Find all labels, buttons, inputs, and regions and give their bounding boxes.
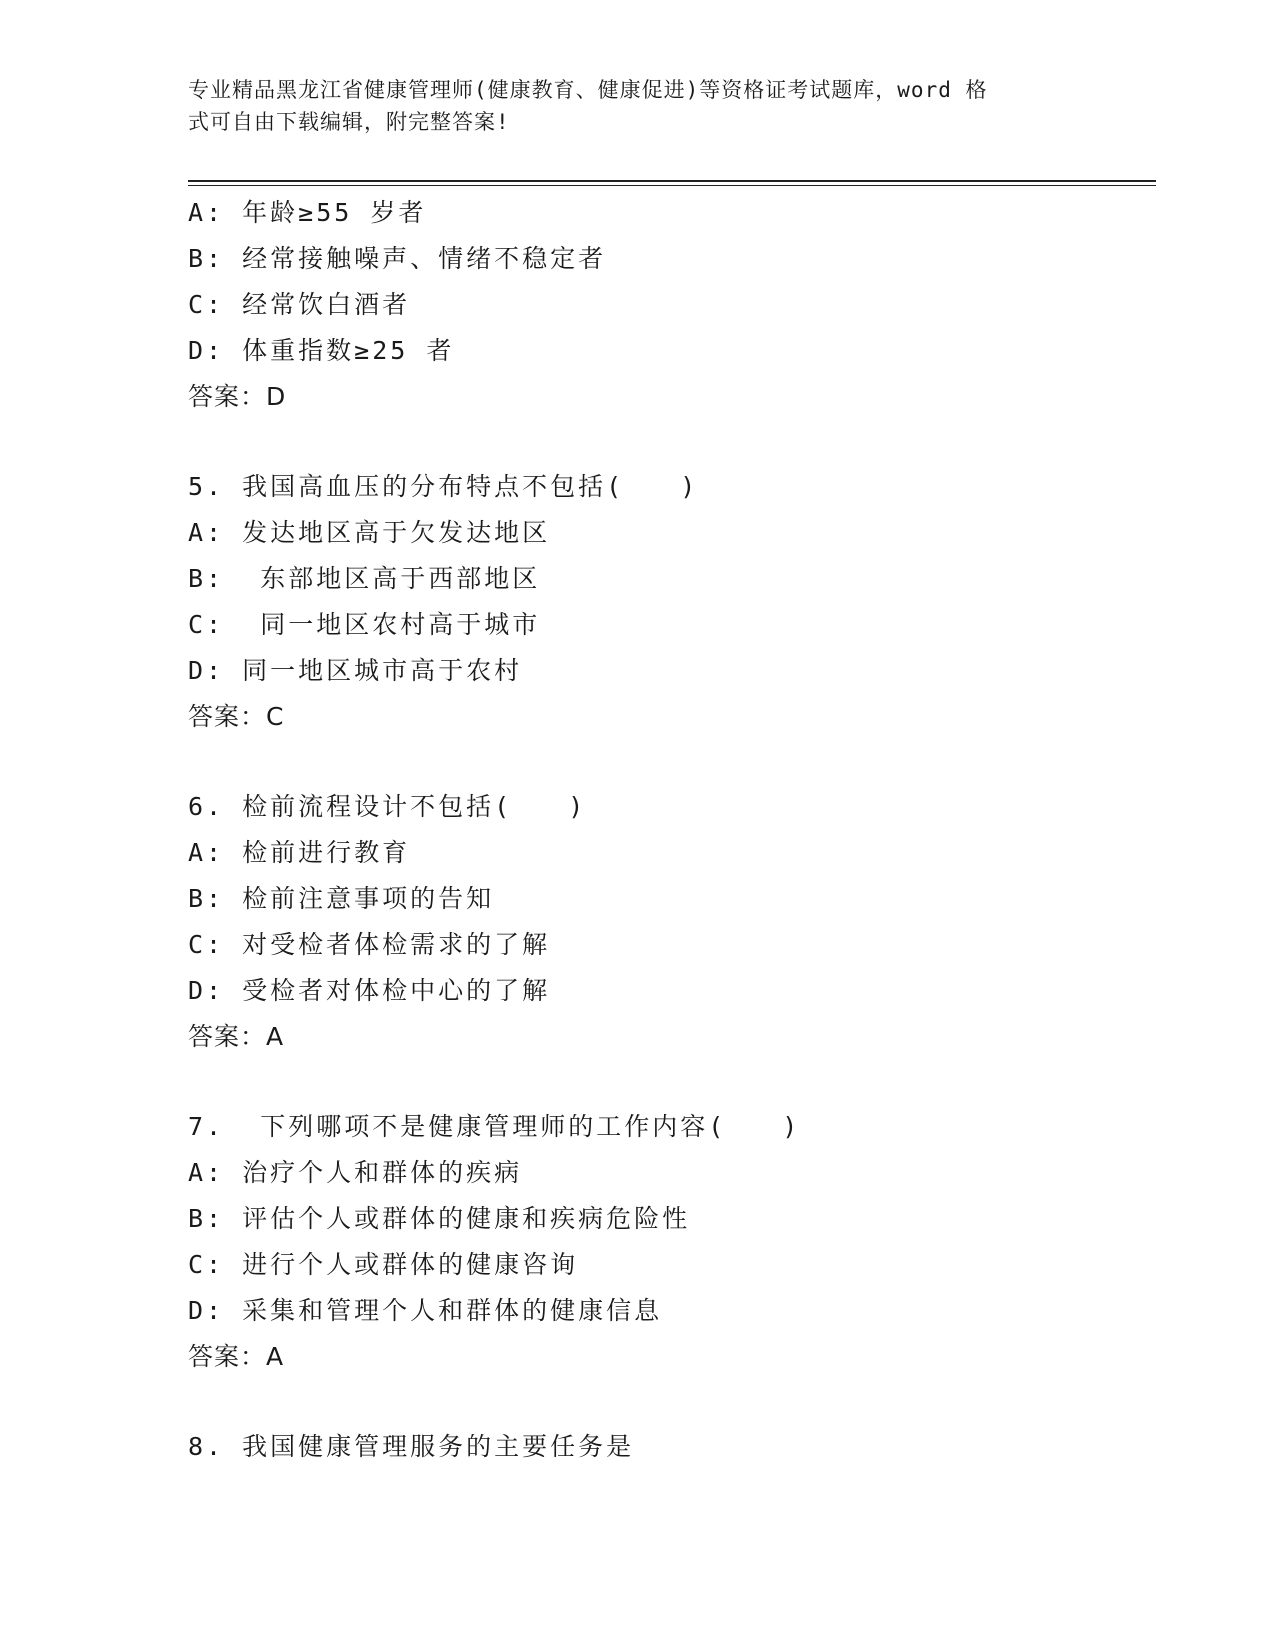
question-7 xyxy=(188,1104,1148,1380)
question-5 xyxy=(188,464,1148,740)
question-4 xyxy=(188,190,1148,420)
question-text: 8. 我国健康管理服务的主要任务是 xyxy=(188,1432,635,1461)
option-c: C: 经常饮白酒者 xyxy=(188,290,411,319)
header-rule-thin xyxy=(188,185,1156,186)
option-c: C: 同一地区农村高于城市 xyxy=(188,610,541,639)
answer: 答案：A xyxy=(188,1022,285,1051)
option-a: A: 年龄≥55 岁者 xyxy=(188,198,427,227)
option-c: C: 对受检者体检需求的了解 xyxy=(188,930,551,959)
page-header xyxy=(188,74,1078,138)
answer: 答案：A xyxy=(188,1342,285,1371)
header-rule xyxy=(188,180,1156,182)
question-text: 5. 我国高血压的分布特点不包括( ) xyxy=(188,472,699,501)
question-text: 7. 下列哪项不是健康管理师的工作内容( ) xyxy=(188,1112,801,1141)
option-a: A: 检前进行教育 xyxy=(188,838,411,867)
option-b: B: 东部地区高于西部地区 xyxy=(188,564,541,593)
question-6 xyxy=(188,784,1148,1060)
answer: 答案：D xyxy=(188,382,287,411)
option-d: D: 受检者对体检中心的了解 xyxy=(188,976,551,1005)
option-a: A: 治疗个人和群体的疾病 xyxy=(188,1158,523,1187)
option-b: B: 检前注意事项的告知 xyxy=(188,884,495,913)
option-d: D: 同一地区城市高于农村 xyxy=(188,656,523,685)
option-c: C: 进行个人或群体的健康咨询 xyxy=(188,1250,579,1279)
question-8 xyxy=(188,1424,1148,1470)
question-text: 6. 检前流程设计不包括( ) xyxy=(188,792,587,821)
option-a: A: 发达地区高于欠发达地区 xyxy=(188,518,551,547)
option-d: D: 采集和管理个人和群体的健康信息 xyxy=(188,1296,663,1325)
answer: 答案：C xyxy=(188,702,285,731)
option-b: B: 经常接触噪声、情绪不稳定者 xyxy=(188,244,607,273)
question-list xyxy=(188,190,1148,1470)
option-b: B: 评估个人或群体的健康和疾病危险性 xyxy=(188,1204,691,1233)
header-line-1: 专业精品黑龙江省健康管理师(健康教育、健康促进)等资格证考试题库，word 格 xyxy=(188,78,988,102)
header-line-2: 式可自由下载编辑，附完整答案! xyxy=(188,110,510,134)
option-d: D: 体重指数≥25 者 xyxy=(188,336,455,365)
